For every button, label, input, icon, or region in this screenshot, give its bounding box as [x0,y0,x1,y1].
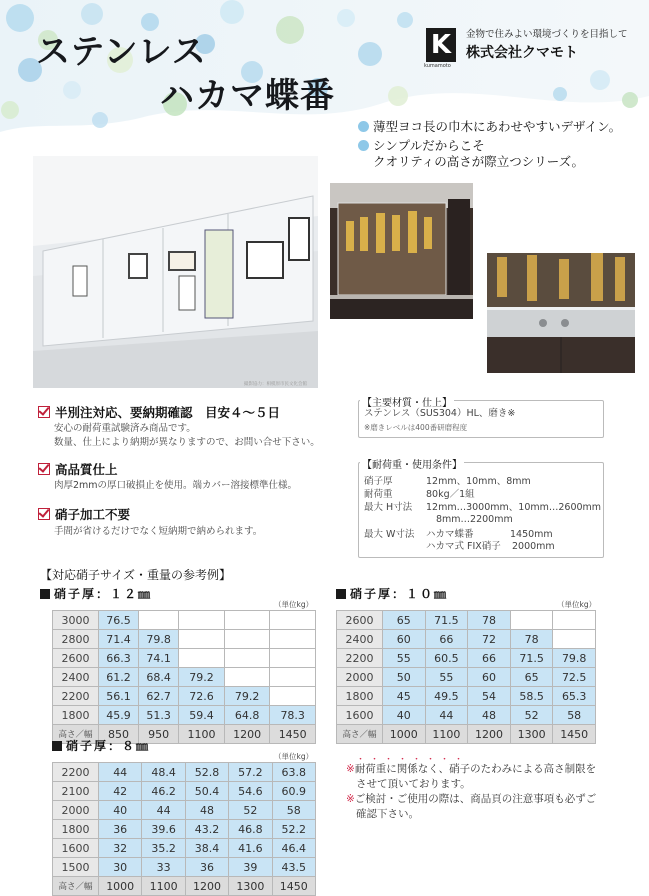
material-heading: 【主要材質・仕上】 [360,394,454,409]
gallery-photo [33,156,318,388]
corner-label: 高さ／幅 [53,725,99,744]
weight-cell: 78.3 [270,706,316,725]
table-12mm-unit: （単位kg） [274,600,314,609]
weight-cell [224,611,270,630]
weight-cell: 74.1 [139,649,179,668]
weight-cell: 54.6 [229,782,272,801]
weight-cell [270,649,316,668]
weight-cell: 61.2 [99,668,139,687]
square-bullet-icon [40,589,50,599]
weight-cell: 65 [383,611,426,630]
table-12mm-title: 硝子厚：１２㎜ [40,585,152,602]
weight-cell: 72 [468,630,511,649]
weight-cell: 43.5 [272,858,315,877]
weight-cell: 52.2 [272,820,315,839]
row-height-label: 2000 [337,668,383,687]
weight-cell: 39.6 [142,820,185,839]
weight-cell: 50.4 [185,782,228,801]
weight-cell: 36 [185,858,228,877]
table-row [53,801,316,820]
feature-body-3: 手間が省けるだけでなく短納期で納められます。 [54,526,263,537]
weight-cell: 48 [185,801,228,820]
display-case-photo [330,183,473,319]
logo-letter: K [430,30,452,60]
width-label: 850 [99,725,139,744]
weight-cell: 60.5 [425,649,468,668]
cond-value-height-8mm: 8mm…2200mm [436,514,513,525]
weight-cell: 63.8 [272,763,315,782]
title-line-2: ハカマ蝶番 [160,76,335,116]
weight-cell: 78 [510,630,553,649]
table-row [53,839,316,858]
table-row [53,687,316,706]
company-name: 株式会社クマモト [466,45,578,61]
weight-cell: 50 [383,668,426,687]
width-label: 1450 [553,725,596,744]
weight-cell [553,611,596,630]
weight-cell: 66 [468,649,511,668]
title-line-1: ステンレス [36,32,207,72]
hinge-closeup-photo [487,253,635,373]
width-label: 1300 [510,725,553,744]
weight-cell: 48.4 [142,763,185,782]
row-height-label: 3000 [53,611,99,630]
note-line-2: させて頂いております。 [356,778,471,790]
weight-cell: 72.5 [553,668,596,687]
weight-cell: 79.2 [224,687,270,706]
feature-heading-2: 高品質仕上 [38,460,118,478]
conditions-heading: 【耐荷重・使用条件】 [360,456,464,471]
width-label: 1100 [425,725,468,744]
row-height-label: 2600 [337,611,383,630]
width-label: 1200 [468,725,511,744]
row-height-label: 2100 [53,782,99,801]
cond-width-fix-name: ハカマ式 FIX硝子 [426,541,501,552]
weight-cell: 56.1 [99,687,139,706]
table-row [53,858,316,877]
checkbox-icon [38,508,50,520]
weight-cell: 55 [425,668,468,687]
row-height-label: 1800 [53,706,99,725]
weight-cell: 58.5 [510,687,553,706]
table-8mm-title: 硝子厚：８㎜ [52,737,150,754]
weight-cell: 33 [142,858,185,877]
intro-line-1: 薄型ヨコ長の巾木にあわせやすいデザイン。 [358,118,621,135]
cond-label-glass: 硝子厚 [364,476,393,487]
weight-cell: 45.9 [99,706,139,725]
feature-heading-3: 硝子加工不要 [38,505,130,523]
bullet-icon [358,140,369,151]
weight-cell: 52.8 [185,763,228,782]
width-label: 1200 [185,877,228,896]
weight-cell: 44 [425,706,468,725]
weight-cell: 79.2 [179,668,225,687]
checkbox-icon [38,463,50,475]
weight-cell: 42 [99,782,142,801]
weight-cell [270,668,316,687]
weight-cell [553,630,596,649]
cond-label-load: 耐荷重 [364,489,393,500]
weight-cell: 44 [99,763,142,782]
square-bullet-icon [336,589,346,599]
weight-cell [179,649,225,668]
cond-label-width: 最大 W寸法 [364,529,415,540]
feature-body-2: 肉厚2mmの厚口破損止を使用。端カバー溶接標準仕様。 [54,480,298,491]
width-label: 950 [139,725,179,744]
weight-cell: 38.4 [185,839,228,858]
weight-cell: 45 [383,687,426,706]
table-12mm [52,610,316,744]
width-label: 1200 [224,725,270,744]
row-height-label: 2400 [337,630,383,649]
row-height-label: 1600 [337,706,383,725]
row-height-label: 2000 [53,801,99,820]
weight-cell [270,687,316,706]
note-line-1: ※耐荷重に関係なく、硝子のたわみによる高さ制限を [346,763,597,775]
table-row [337,611,596,630]
table-10mm [336,610,596,744]
feature-body-1a: 安心の耐荷重試験済み商品です。 [54,423,196,434]
weight-cell: 60 [468,668,511,687]
square-bullet-icon [52,741,62,751]
weight-cell: 71.5 [425,611,468,630]
table-row [53,820,316,839]
weight-cell: 62.7 [139,687,179,706]
row-height-label: 2600 [53,649,99,668]
weight-cell: 58 [272,801,315,820]
material-line: ステンレス（SUS304）HL、磨き※ [364,408,516,419]
tagline: 金物で住みよい環境づくりを目指して [466,29,628,40]
table-row [53,649,316,668]
table-footer-row [337,725,596,744]
table-row [337,649,596,668]
table-row [53,763,316,782]
weight-cell [179,611,225,630]
weight-cell: 66 [425,630,468,649]
intro-line-2: シンプルだからこそ [358,137,485,154]
table-row [337,687,596,706]
weight-cell: 36 [99,820,142,839]
row-height-label: 1800 [53,820,99,839]
weight-cell: 64.8 [224,706,270,725]
weight-cell: 30 [99,858,142,877]
weight-cell [139,611,179,630]
weight-cell: 66.3 [99,649,139,668]
width-label: 1450 [272,877,315,896]
weight-cell: 55 [383,649,426,668]
weight-cell: 60.9 [272,782,315,801]
weight-cell: 46.8 [229,820,272,839]
weight-cell [224,649,270,668]
feature-body-1b: 数量、仕上により納期が異なりますので、お問い合せ下さい。 [54,437,320,448]
table-row [337,668,596,687]
row-height-label: 2200 [53,687,99,706]
weight-cell: 32 [99,839,142,858]
weight-cell: 71.4 [99,630,139,649]
weight-cell [224,630,270,649]
cond-width-hinge-name: ハカマ蝶番 [426,529,474,540]
logo-subtext: kumamoto [424,63,451,69]
width-label: 1000 [383,725,426,744]
table-row [53,706,316,725]
weight-cell: 46.4 [272,839,315,858]
weight-cell [270,611,316,630]
cond-value-load: 80kg／1組 [426,489,475,500]
weight-cell: 43.2 [185,820,228,839]
weight-cell: 46.2 [142,782,185,801]
tables-heading: 【対応硝子サイズ・重量の参考例】 [40,568,232,582]
weight-cell: 65.3 [553,687,596,706]
weight-cell: 48 [468,706,511,725]
intro-line-3: クオリティの高さが際立つシリーズ。 [373,154,585,169]
table-row [53,782,316,801]
row-height-label: 1800 [337,687,383,706]
weight-cell: 52 [510,706,553,725]
table-8mm [52,762,316,896]
weight-cell [270,630,316,649]
row-height-label: 1600 [53,839,99,858]
weight-cell: 58 [553,706,596,725]
row-height-label: 2200 [53,763,99,782]
weight-cell: 54 [468,687,511,706]
table-row [337,630,596,649]
table-row [53,630,316,649]
weight-cell: 65 [510,668,553,687]
weight-cell: 52 [229,801,272,820]
table-row [53,611,316,630]
checkbox-icon [38,406,50,418]
weight-cell: 78 [468,611,511,630]
weight-cell: 76.5 [99,611,139,630]
row-height-label: 2200 [337,649,383,668]
table-8mm-unit: （単位kg） [274,752,314,761]
weight-cell [224,668,270,687]
weight-cell: 41.6 [229,839,272,858]
note-line-4: 確認下さい。 [356,808,419,820]
weight-cell: 44 [142,801,185,820]
weight-cell: 60 [383,630,426,649]
material-note: ※磨きレベルは400番研磨程度 [364,423,468,432]
weight-cell: 51.3 [139,706,179,725]
corner-label: 高さ／幅 [53,877,99,896]
weight-cell: 68.4 [139,668,179,687]
weight-cell: 40 [383,706,426,725]
weight-cell: 35.2 [142,839,185,858]
weight-cell: 39 [229,858,272,877]
table-footer-row [53,877,316,896]
cond-width-fix-value: 2000mm [512,541,555,552]
width-label: 1450 [270,725,316,744]
weight-cell: 71.5 [510,649,553,668]
width-label: 1100 [142,877,185,896]
width-label: 1300 [229,877,272,896]
row-height-label: 1500 [53,858,99,877]
weight-cell: 59.4 [179,706,225,725]
weight-cell [179,630,225,649]
width-label: 1000 [99,877,142,896]
bullet-icon [358,121,369,132]
weight-cell: 79.8 [553,649,596,668]
cond-value-glass: 12mm、10mm、8mm [426,476,531,487]
weight-cell: 79.8 [139,630,179,649]
table-10mm-title: 硝子厚：１０㎜ [336,585,448,602]
feature-heading-1: 半別注対応、要納期確認 目安４～５日 [38,403,280,421]
weight-cell: 40 [99,801,142,820]
note-line-3: ※ご検討・ご使用の際は、商品頁の注意事項も必ずご [346,793,597,805]
width-label: 1100 [179,725,225,744]
row-height-label: 2400 [53,668,99,687]
weight-cell [510,611,553,630]
corner-label: 高さ／幅 [337,725,383,744]
table-row [53,668,316,687]
cond-width-hinge-value: 1450mm [510,529,553,540]
weight-cell: 49.5 [425,687,468,706]
weight-cell: 57.2 [229,763,272,782]
cond-value-height: 12mm…3000mm、10mm…2600mm [426,502,602,513]
table-10mm-unit: （単位kg） [557,600,597,609]
photo-caption: 撮影協力：相模原市民文化会館 [244,382,307,387]
row-height-label: 2800 [53,630,99,649]
cond-label-height: 最大 H寸法 [364,502,413,513]
weight-cell: 72.6 [179,687,225,706]
emphasis-dots: ・・・・・・・・ [356,755,469,765]
table-row [337,706,596,725]
